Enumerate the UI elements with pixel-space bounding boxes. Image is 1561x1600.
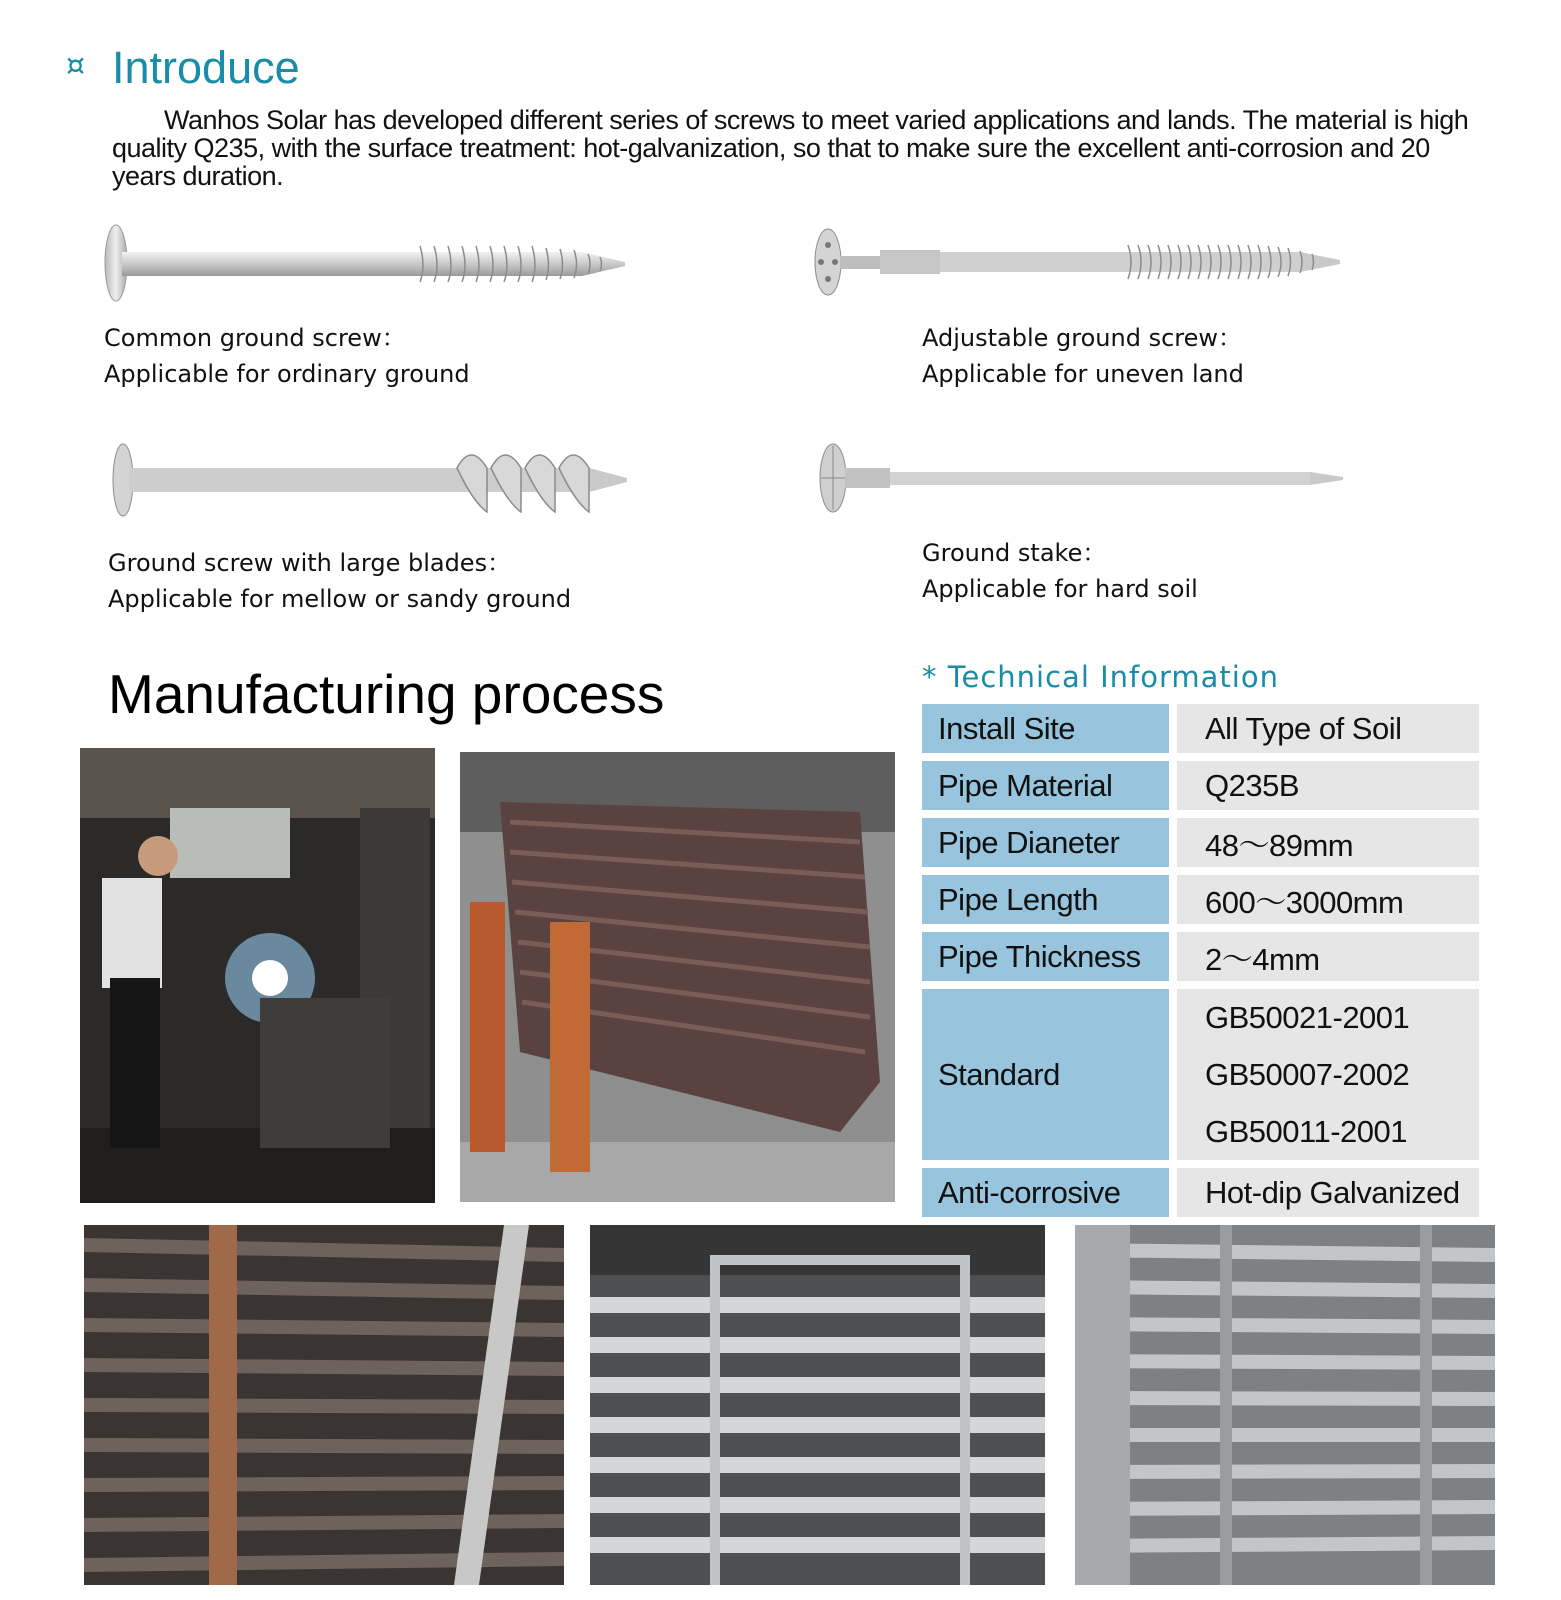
product-use: Applicable for uneven land (922, 360, 1244, 388)
spec-value: All Type of Soil (1177, 704, 1479, 753)
table-row (922, 704, 1479, 753)
product-use: Applicable for ordinary ground (104, 360, 470, 388)
spec-key: Pipe Material (922, 761, 1169, 810)
galvanized-blade-screws-photo (590, 1225, 1045, 1585)
spec-key: Anti-corrosive (922, 1168, 1169, 1217)
spec-value: 2～4mm (1177, 932, 1479, 981)
spec-value: Q235B (1177, 761, 1479, 810)
black-screws-photo (84, 1225, 564, 1585)
large-blade-ground-screw-image (105, 440, 645, 525)
manufacturing-title: Manufacturing process (108, 663, 665, 725)
spec-key: Install Site (922, 704, 1169, 753)
spec-key: Pipe Length (922, 875, 1169, 924)
spec-value: Hot-dip Galvanized (1177, 1168, 1479, 1217)
product-use: Applicable for mellow or sandy ground (108, 585, 572, 613)
spec-key: Pipe Dianeter (922, 818, 1169, 867)
spec-value: GB50007-2002 (1205, 1057, 1410, 1092)
section-bullet-icon: ¤ (66, 48, 86, 83)
table-row (922, 818, 1479, 867)
spec-value-list (1177, 989, 1479, 1160)
table-row (922, 1168, 1479, 1217)
pipe-stack-photo (460, 752, 895, 1202)
spec-value: GB50021-2001 (1205, 1000, 1410, 1035)
spec-value: 600～3000mm (1177, 875, 1479, 924)
product-name: Ground stake： (922, 539, 1107, 567)
adjustable-ground-screw-image (810, 225, 1350, 300)
technical-title: * Technical Information (922, 660, 1279, 694)
galvanized-screws-photo (1075, 1225, 1495, 1585)
ground-stake-image (815, 440, 1355, 518)
table-row (922, 761, 1479, 810)
table-row (922, 875, 1479, 924)
product-caption (104, 320, 470, 392)
spec-key: Standard (922, 989, 1169, 1160)
table-row (922, 989, 1479, 1160)
product-name: Common ground screw： (104, 324, 406, 352)
spec-value: 48～89mm (1177, 818, 1479, 867)
product-use: Applicable for hard soil (922, 575, 1198, 603)
common-ground-screw-image (100, 222, 640, 304)
intro-text: Wanhos Solar has developed different series of screws to meet varied applications and lands. The material is high quality Q235, with the surface treatment: hot-galvanization, so that to make sure the excellent anti-corrosion and 20 years duration. (112, 105, 1469, 191)
intro-paragraph (112, 106, 1492, 190)
product-caption (922, 535, 1198, 607)
product-caption (922, 320, 1244, 392)
technical-table (914, 696, 1487, 1225)
spec-value: GB50011-2001 (1205, 1114, 1407, 1149)
table-row (922, 932, 1479, 981)
product-caption (108, 545, 571, 617)
welding-photo (80, 748, 435, 1203)
product-name: Ground screw with large blades： (108, 549, 512, 577)
spec-key: Pipe Thickness (922, 932, 1169, 981)
product-name: Adjustable ground screw： (922, 324, 1243, 352)
intro-title: Introduce (112, 42, 300, 93)
